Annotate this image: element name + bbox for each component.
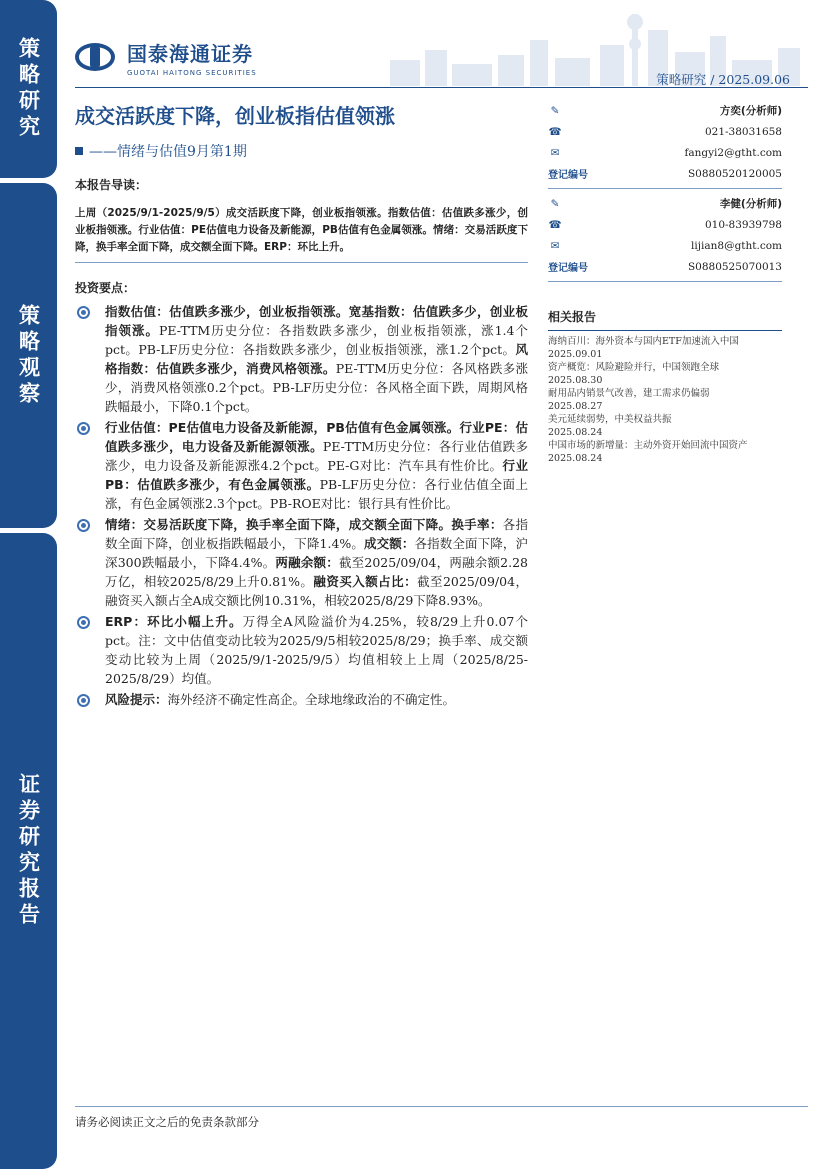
analyst-phone: 010-83939798 — [704, 218, 782, 231]
circle-bullet-icon — [77, 694, 90, 707]
analyst-name: 李健(分析师) — [719, 198, 782, 210]
guide-heading: 本报告导读： — [75, 178, 148, 192]
related-report-title[interactable]: 海纳百川：海外资本与国内ETF加速流入中国 — [548, 336, 739, 347]
investment-point — [75, 515, 528, 610]
point-bold-text: 指数估值：估值跌多涨少，创业板指领涨。宽基指数：估值跌多少，创业板指领涨。 — [105, 304, 528, 338]
header-meta — [656, 70, 790, 88]
point-bold-text: 两融余额： — [275, 555, 339, 570]
analyst-name: 方奕(分析师) — [719, 105, 782, 117]
side-tab-securities-report — [0, 533, 57, 1169]
logo-mark-icon — [75, 43, 119, 73]
point-text: 各指数全面下降，沪深300跌幅最小，下降4.4%。 — [105, 536, 528, 570]
related-report-date: 2025.08.30 — [548, 375, 603, 386]
point-bold-text: 情绪：交易活跃度下降，换手率全面下降，成交额全面下降。换手率： — [105, 517, 503, 532]
sidebar-column — [548, 100, 782, 465]
side-tab-label: 策略研究 — [16, 37, 41, 141]
point-bold-text: 融资买入额占比： — [313, 574, 418, 589]
pen-icon: ✎ — [550, 104, 560, 117]
related-report-date: 2025.08.24 — [548, 427, 603, 438]
analyst-card — [548, 100, 782, 184]
circle-bullet-icon — [77, 422, 90, 435]
side-tab-strategy-observation — [0, 183, 57, 528]
square-bullet-icon — [75, 147, 83, 155]
related-report-date: 2025.08.24 — [548, 453, 603, 464]
point-bold-text: 风格指数：估值跌多涨少，消费风格领涨。 — [105, 342, 528, 376]
circle-bullet-icon — [77, 616, 90, 629]
point-text: 截至2025/09/04，两融余额2.28万亿，相较2025/8/29上升0.81%。 — [105, 555, 528, 589]
phone-icon: ☎ — [548, 125, 562, 138]
point-bold-text: 行业PB：估值跌多涨少，有色金属领涨。 — [105, 458, 528, 492]
analyst-divider — [548, 281, 782, 282]
point-text: 截至2025/09/04，融资买入额占全A成交额比例10.31%，相较2025/8/29下降8.93%。 — [105, 574, 528, 608]
registration-number: S0880520120005 — [687, 167, 782, 180]
related-reports-heading: 相关报告 — [548, 308, 782, 331]
report-subtitle — [75, 141, 247, 161]
meta-separator: / — [710, 72, 719, 87]
related-report-date: 2025.09.01 — [548, 349, 603, 360]
point-text: PE-TTM历史分位：各风格跌多涨少，消费风格领涨0.2个pct。PB-LF历史分位：各风格全面下跌，周期风格跌幅最小，下降0.1个pct。 — [105, 361, 528, 414]
analyst-divider — [548, 188, 782, 189]
mail-icon: ✉ — [550, 146, 560, 159]
related-report-title[interactable]: 耐用品内销景气改善，建工需求仍偏弱 — [548, 388, 710, 399]
subtitle-text: ——情绪与估值9月第1期 — [89, 144, 247, 160]
investment-points-list — [75, 302, 528, 709]
point-bold-text: 风险提示： — [105, 692, 168, 707]
main-column — [75, 176, 528, 711]
side-tab-label: 策略观察 — [16, 303, 41, 408]
point-bold-text: 成交额： — [364, 536, 415, 551]
guide-text: 上周（2025/9/1-2025/9/5）成交活跃度下降，创业板指领涨。指数估值：估值跌多涨少，创业板指领涨。行业估值：PE估值电力设备及新能源，PB估值有色金属领涨。情绪：交易活跃度下降，换手率全面下降，成交额全面下降。ERP：环比上升。 — [75, 207, 528, 253]
footer-disclaimer: 请务必阅读正文之后的免责条款部分 — [75, 1115, 259, 1129]
related-report-title[interactable]: 资产概览：风险避险并行，中国领跑全球 — [548, 362, 720, 373]
circle-bullet-icon — [77, 306, 90, 319]
report-category: 策略研究 — [656, 72, 707, 87]
phone-icon: ☎ — [548, 218, 562, 231]
point-text: 海外经济不确定性高企。全球地缘政治的不确定性。 — [167, 692, 456, 707]
circle-bullet-icon — [77, 519, 90, 532]
related-report-title[interactable]: 中国市场的新增量：主动外资开始回流中国资产 — [548, 440, 748, 451]
logo-english-name: GUOTAI HAITONG SECURITIES — [127, 69, 257, 77]
point-text: 万得全A风险溢价为4.25%，较8/29上升0.07个pct。注：文中估值变动比较为2025/9/5相较2025/8/29；换手率、成交额变动比较为上周（2025/9/1-2025/9/5）均值相较上上周（2025/8/25-2025/8/29）均值。 — [105, 614, 529, 686]
related-report-date: 2025.08.27 — [548, 401, 603, 412]
report-title: 成交活跃度下降，创业板指估值领涨 — [75, 104, 395, 128]
registration-label: 登记编号 — [548, 263, 588, 274]
pen-icon: ✎ — [550, 197, 560, 210]
point-text: PB-LF历史分位：各行业估值全面上涨，有色金属领涨2.3个pct。PB-ROE对比：银行具有性价比。 — [105, 477, 528, 511]
analyst-block — [548, 100, 782, 282]
side-tab-strategy-research — [0, 0, 57, 178]
footer-divider — [75, 1106, 808, 1107]
investment-point — [75, 302, 528, 416]
point-bold-text: 行业估值：PE估值电力设备及新能源，PB估值有色金属领涨。行业PE：估值跌多涨少，电力设备及新能源领涨。 — [105, 420, 528, 454]
analyst-card — [548, 193, 782, 277]
mail-icon: ✉ — [550, 239, 560, 252]
related-reports-list — [548, 335, 782, 465]
point-text: 各指数全面下降，创业板指跌幅最小，下降1.4%。 — [105, 517, 528, 551]
company-logo — [75, 38, 257, 77]
guide-divider — [75, 262, 528, 263]
analyst-phone: 021-38031658 — [704, 125, 782, 138]
investment-point — [75, 612, 528, 688]
point-text: PE-TTM历史分位：各行业估值跌多涨少，电力设备及新能源涨4.2个pct。PE-G对比：汽车具有性价比。 — [105, 439, 528, 473]
related-report-title[interactable]: 美元延续弱势，中美权益共振 — [548, 414, 672, 425]
investment-point — [75, 418, 528, 513]
header-divider — [75, 87, 808, 88]
analyst-email: fangyi2@gtht.com — [684, 146, 782, 159]
registration-number: S0880525070013 — [687, 260, 782, 273]
point-bold-text: ERP：环比小幅上升。 — [105, 614, 243, 629]
side-tab-label: 证券研究报告 — [16, 773, 41, 929]
report-date: 2025.09.06 — [718, 72, 790, 87]
investment-point — [75, 690, 528, 709]
registration-label: 登记编号 — [548, 170, 588, 181]
analyst-email: lijian8@gtht.com — [691, 239, 782, 252]
points-heading: 投资要点： — [75, 281, 136, 295]
logo-chinese-name: 国泰海通证券 — [127, 42, 253, 66]
point-text: PE-TTM历史分位：各指数跌多涨少，创业板指领涨，涨1.4个pct。PB-LF历史分位：各指数跌多涨少，创业板指领涨，涨1.2个pct。 — [105, 323, 528, 357]
